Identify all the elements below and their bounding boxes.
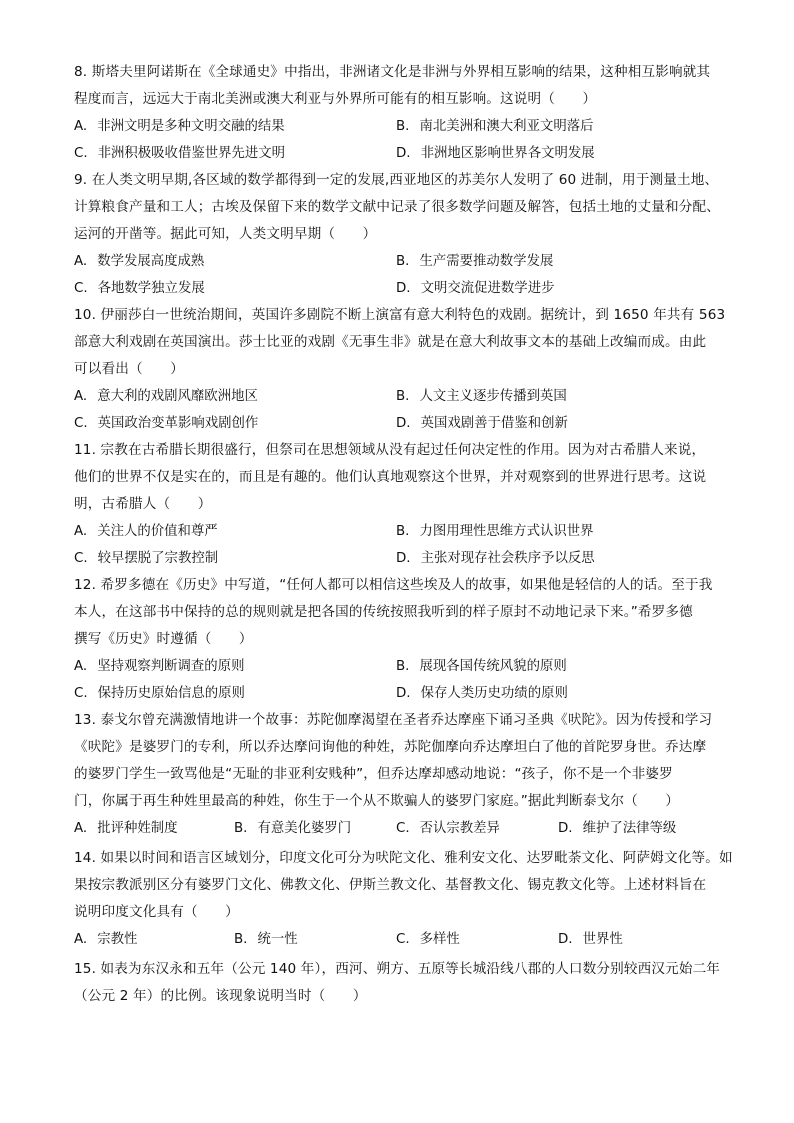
question-14: [74, 845, 734, 953]
option-a[interactable]: A. 坚持观察判断调查的原则: [74, 659, 245, 674]
stem-line: 明，古希腊人（ ）: [74, 496, 212, 512]
options: [74, 383, 734, 437]
stem-line: 10. 伊丽莎白一世统治期间，英国许多剧院不断上演富有意大利特色的戏剧。据统计，到 1650 年共有 563: [74, 307, 726, 323]
stem-line: 的婆罗门学生一致骂他是“无耻的非亚利安贱种”，但乔达摩却感动地说：“孩子，你不是一个非婆罗: [74, 766, 673, 782]
options: [74, 518, 734, 572]
question-stem: [74, 59, 734, 113]
option-c[interactable]: C. 保持历史原始信息的原则: [74, 686, 245, 701]
option-a[interactable]: A. 批评种姓制度: [74, 821, 178, 836]
option-b[interactable]: B. 统一性: [234, 932, 298, 947]
option-a[interactable]: A. 关注人的价值和尊严: [74, 524, 218, 539]
stem-line: 程度而言，远远大于南北美洲或澳大利亚与外界所可能有的相互影响。这说明（ ）: [74, 91, 597, 107]
option-d[interactable]: D. 非洲地区影响世界各文明发展: [396, 146, 595, 161]
option-b[interactable]: B. 生产需要推动数学发展: [396, 254, 554, 269]
stem-line: 他们的世界不仅是实在的，而且是有趣的。他们认真地观察这个世界，并对观察到的世界进行思考。这说: [74, 469, 707, 485]
option-c[interactable]: C. 多样性: [396, 932, 460, 947]
question-stem: [74, 302, 734, 383]
option-d[interactable]: D. 保存人类历史功绩的原则: [396, 686, 568, 701]
question-13: [74, 707, 734, 842]
question-10: [74, 302, 734, 437]
option-a[interactable]: A. 数学发展高度成熟: [74, 254, 205, 269]
question-11: [74, 437, 734, 572]
option-a[interactable]: A. 意大利的戏剧风靡欧洲地区: [74, 389, 258, 404]
stem-line: 说明印度文化具有（ ）: [74, 904, 239, 920]
stem-line: 计算粮食产量和工人；古埃及保留下来的数学文献中记录了很多数学问题及解答，包括土地的丈量和分配、: [74, 199, 720, 215]
question-stem: [74, 437, 734, 518]
option-d[interactable]: D. 维护了法律等级: [558, 821, 677, 836]
option-c[interactable]: C. 否认宗教差异: [396, 821, 500, 836]
stem-line: 8. 斯塔夫里阿诺斯在《全球通史》中指出，非洲诸文化是非洲与外界相互影响的结果，这种相互影响就其: [74, 64, 711, 80]
stem-line: 14. 如果以时间和语言区域划分，印度文化可分为吠陀文化、雅利安文化、达罗毗荼文化、阿萨姆文化等。如: [74, 850, 733, 866]
option-b[interactable]: B. 力图用理性思维方式认识世界: [396, 524, 594, 539]
stem-line: 12. 希罗多德在《历史》中写道，“任何人都可以相信这些埃及人的故事，如果他是轻信的人的话。至于我: [74, 577, 713, 593]
question-stem: [74, 707, 734, 815]
options: [74, 926, 734, 953]
option-b[interactable]: B. 展现各国传统风貌的原则: [396, 659, 567, 674]
stem-line: 15. 如表为东汉永和五年（公元 140 年），西河、朔方、五原等长城沿线八郡的人口数分别较西汉元始二年: [74, 961, 721, 977]
stem-line: 果按宗教派别区分有婆罗门文化、佛教文化、伊斯兰教文化、基督教文化、锡克教文化等。上述材料旨在: [74, 877, 707, 893]
option-c[interactable]: C. 各地数学独立发展: [74, 281, 205, 296]
option-d[interactable]: D. 英国戏剧善于借鉴和创新: [396, 416, 568, 431]
option-c[interactable]: C. 较早摆脱了宗教控制: [74, 551, 219, 566]
stem-line: 9. 在人类文明早期,各区域的数学都得到一定的发展,西亚地区的苏美尔人发明了 60 进制，用于测量土地、: [74, 172, 719, 188]
question-stem: [74, 845, 734, 926]
options: [74, 248, 734, 302]
option-c[interactable]: C. 英国政治变革影响戏剧创作: [74, 416, 259, 431]
options: [74, 113, 734, 167]
option-a[interactable]: A. 非洲文明是多种文明交融的结果: [74, 119, 285, 134]
question-stem: [74, 572, 734, 653]
question-stem: [74, 167, 734, 248]
stem-line: 运河的开凿等。据此可知，人类文明早期（ ）: [74, 226, 377, 242]
option-b[interactable]: B. 南北美洲和澳大利亚文明落后: [396, 119, 594, 134]
stem-line: 可以看出（ ）: [74, 361, 184, 377]
stem-line: 11. 宗教在古希腊长期很盛行，但祭司在思想领域从没有起过任何决定性的作用。因为对古希腊人来说，: [74, 442, 706, 458]
question-9: [74, 167, 734, 302]
question-stem: [74, 956, 734, 1010]
question-12: [74, 572, 734, 707]
stem-line: 撰写《历史》时遵循（ ）: [74, 631, 253, 647]
stem-line: 部意大利戏剧在英国演出。莎士比亚的戏剧《无事生非》就是在意大利故事文本的基础上改编而成。由此: [74, 334, 707, 350]
stem-line: 13. 泰戈尔曾充满激情地讲一个故事：苏陀伽摩渴望在圣者乔达摩座下诵习圣典《吠陀》。因为传授和学习: [74, 712, 713, 728]
stem-line: （公元 2 年）的比例。该现象说明当时（ ）: [74, 988, 367, 1004]
question-15: [74, 956, 734, 1010]
option-b[interactable]: B. 人文主义逐步传播到英国: [396, 389, 567, 404]
options: [74, 815, 734, 842]
option-d[interactable]: D. 主张对现存社会秩序予以反思: [396, 551, 595, 566]
option-b[interactable]: B. 有意美化婆罗门: [234, 821, 352, 836]
stem-line: 《吠陀》是婆罗门的专利，所以乔达摩问询他的种姓，苏陀伽摩向乔达摩坦白了他的首陀罗身世。乔达摩: [74, 739, 707, 755]
stem-line: 本人，在这部书中保持的总的规则就是把各国的传统按照我听到的样子原封不动地记录下来。”希罗多德: [74, 604, 693, 620]
option-d[interactable]: D. 文明交流促进数学进步: [396, 281, 555, 296]
option-c[interactable]: C. 非洲积极吸收借鉴世界先进文明: [74, 146, 286, 161]
options: [74, 653, 734, 707]
option-d[interactable]: D. 世界性: [558, 932, 623, 947]
question-8: [74, 59, 734, 167]
option-a[interactable]: A. 宗教性: [74, 932, 138, 947]
stem-line: 门，你属于再生种姓里最高的种姓，你生于一个从不欺骗人的婆罗门家庭。”据此判断泰戈尔（ ）: [74, 793, 680, 809]
